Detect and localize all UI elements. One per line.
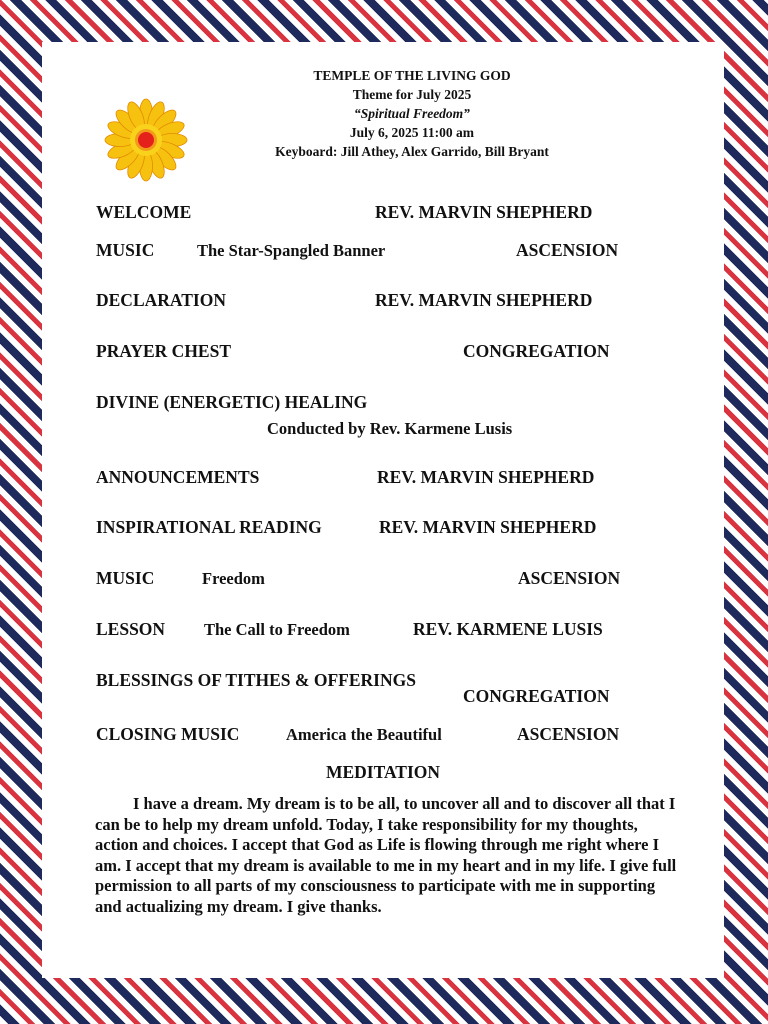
lesson-title: The Call to Freedom	[204, 620, 350, 639]
announcements-label: ANNOUNCEMENTS	[96, 467, 260, 487]
blessings-leader: CONGREGATION	[463, 686, 610, 706]
lesson-label: LESSON	[96, 619, 166, 639]
music2-leader: ASCENSION	[518, 568, 621, 588]
bulletin-page	[42, 42, 724, 978]
service-datetime: July 6, 2025 11:00 am	[349, 125, 475, 140]
blessings-label: BLESSINGS OF TITHES & OFFERINGS	[96, 670, 416, 690]
reading-label: INSPIRATIONAL READING	[96, 517, 322, 537]
declaration-label: DECLARATION	[96, 290, 226, 310]
lesson-leader: REV. KARMENE LUSIS	[413, 619, 603, 639]
healing-note: Conducted by Rev. Karmene Lusis	[267, 419, 513, 438]
welcome-leader: REV. MARVIN SHEPHERD	[375, 202, 593, 222]
music1-label: MUSIC	[96, 240, 155, 260]
reading-leader: REV. MARVIN SHEPHERD	[379, 517, 597, 537]
music2-title: Freedom	[202, 569, 265, 588]
healing-label: DIVINE (ENERGETIC) HEALING	[96, 392, 368, 412]
declaration-leader: REV. MARVIN SHEPHERD	[375, 290, 593, 310]
keyboard-credits: Keyboard: Jill Athey, Alex Garrido, Bill Bryant	[275, 144, 549, 159]
closing-leader: ASCENSION	[517, 724, 620, 744]
welcome-label: WELCOME	[96, 202, 192, 222]
meditation-text: I have a dream. My dream is to be all, to uncover all and to discover all that I can be to help my dream unfold. Today, I take responsibility for my thoughts, action and choices. I accept that God as Life is flowing through me right where I am. I accept that my dream is available to me in my heart and in my life. I give full permission to all parts of my consciousness to participate with me in supporting and actualizing my dream. I give thanks.	[95, 794, 677, 916]
church-name: TEMPLE OF THE LIVING GOD	[313, 68, 511, 83]
music1-title: The Star-Spangled Banner	[197, 241, 386, 260]
prayer-label: PRAYER CHEST	[96, 341, 232, 361]
prayer-leader: CONGREGATION	[463, 341, 610, 361]
meditation-title: MEDITATION	[325, 762, 441, 782]
theme-line: Theme for July 2025	[352, 87, 472, 102]
closing-title: America the Beautiful	[286, 725, 442, 744]
theme-title: “Spiritual Freedom”	[354, 106, 470, 121]
music1-leader: ASCENSION	[516, 240, 619, 260]
announcements-leader: REV. MARVIN SHEPHERD	[377, 467, 595, 487]
closing-label: CLOSING MUSIC	[96, 724, 240, 744]
music2-label: MUSIC	[96, 568, 155, 588]
